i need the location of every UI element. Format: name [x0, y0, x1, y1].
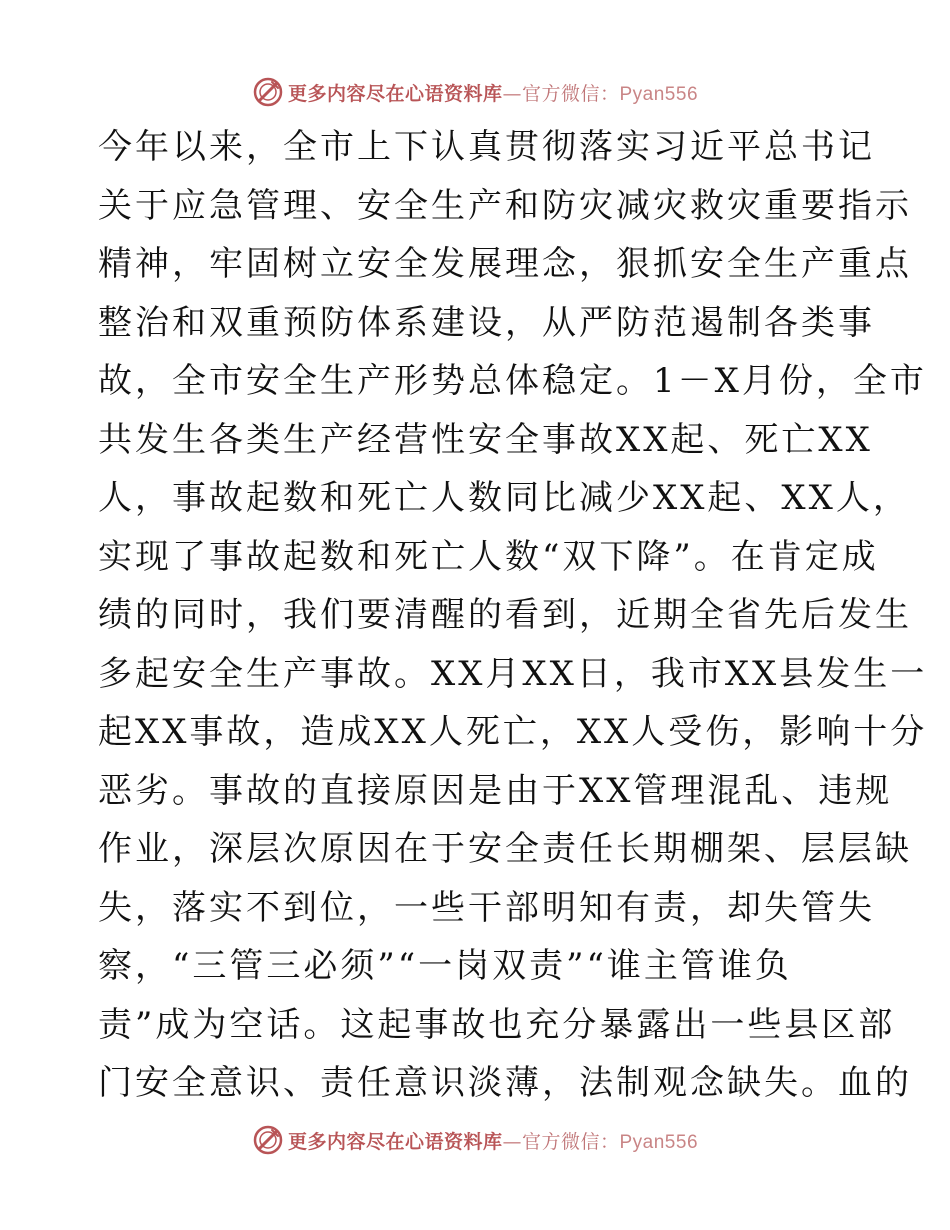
header-watermark	[0, 72, 950, 112]
watermark-main-text: 更多内容尽在心语资料库	[287, 82, 503, 105]
text-line: 责”成为空话。这起事故也充分暴露出一些县区部	[98, 1004, 896, 1045]
seal-logo-icon	[252, 76, 284, 108]
watermark-wechat-id: Pyan556	[619, 1131, 699, 1153]
document-body	[98, 118, 928, 1113]
text-line: 起XX事故，造成XX人死亡，XX人受伤，影响十分	[98, 712, 928, 752]
seal-logo-icon	[252, 1124, 284, 1156]
watermark-wechat-id: Pyan556	[619, 83, 699, 105]
watermark-sub-text: 官方微信：	[521, 1130, 620, 1153]
text-line: 故，全市安全生产形势总体稳定。1－X月份，全市	[98, 361, 927, 401]
text-line: 精神，牢固树立安全发展理念，狠抓安全生产重点	[98, 244, 912, 284]
text-line: 察，“三管三必须”“一岗双责”“谁主管谁负	[98, 946, 792, 986]
text-line: 关于应急管理、安全生产和防灾减灾救灾重要指示	[98, 185, 912, 226]
text-line: 多起安全生产事故。XX月XX日，我市XX县发生一	[98, 653, 928, 694]
text-line: 恶劣。事故的直接原因是由于XX管理混乱、违规	[98, 770, 893, 811]
text-line: 整治和双重预防体系建设，从严防范遏制各类事	[98, 302, 875, 343]
text-line: 人，事故起数和死亡人数同比减少XX起、XX人，	[98, 478, 910, 518]
text-line: 共发生各类生产经营性安全事故XX起、死亡XX	[98, 419, 873, 460]
watermark-separator: —	[502, 1130, 522, 1153]
text-line: 门安全意识、责任意识淡薄，法制观念缺失。血的	[98, 1063, 912, 1103]
watermark-main-text: 更多内容尽在心语资料库	[287, 1130, 503, 1153]
watermark-separator: —	[502, 82, 522, 105]
text-line: 今年以来，全市上下认真贯彻落实习近平总书记	[98, 127, 875, 167]
text-line: 绩的同时，我们要清醒的看到，近期全省先后发生	[98, 595, 912, 635]
footer-watermark	[0, 1120, 950, 1160]
watermark-sub-text: 官方微信：	[521, 82, 620, 105]
text-line: 失，落实不到位，一些干部明知有责，却失管失	[98, 887, 875, 928]
text-line: 作业，深层次原因在于安全责任长期棚架、层层缺	[98, 829, 912, 869]
text-line: 实现了事故起数和死亡人数“双下降”。在肯定成	[98, 536, 879, 577]
